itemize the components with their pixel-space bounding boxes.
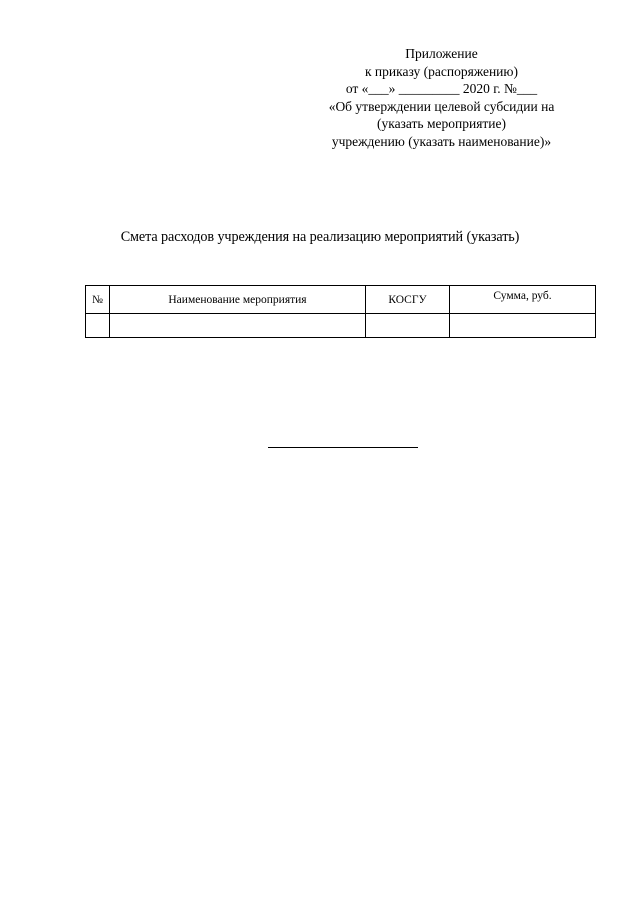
closing-line xyxy=(268,447,418,448)
column-header-number: № xyxy=(86,286,110,314)
header-line: (указать мероприятие) xyxy=(376,116,507,131)
estimate-table xyxy=(85,285,596,338)
table-cell xyxy=(86,314,110,338)
column-header-name: Наименование мероприятия xyxy=(110,286,366,314)
table-cell xyxy=(366,314,450,338)
header-line: учреждению (указать наименование)» xyxy=(331,133,552,149)
header-line: от «___» _________ 2020 г. №___ xyxy=(345,81,538,96)
header-line: к приказу (распоряжению) xyxy=(365,63,518,79)
table-cell xyxy=(110,314,366,338)
table-row xyxy=(86,314,596,338)
column-header-kosgu: КОСГУ xyxy=(366,286,450,314)
document-title: Смета расходов учреждения на реализацию мероприятий (указать) xyxy=(120,229,520,245)
header-line: Приложение xyxy=(405,46,478,61)
table-cell xyxy=(450,314,596,338)
header-line: «Об утверждении целевой субсидии на xyxy=(328,98,555,114)
appendix-header xyxy=(300,45,583,150)
column-header-sum: Сумма, руб. xyxy=(450,286,596,314)
table-header-row xyxy=(86,286,596,314)
